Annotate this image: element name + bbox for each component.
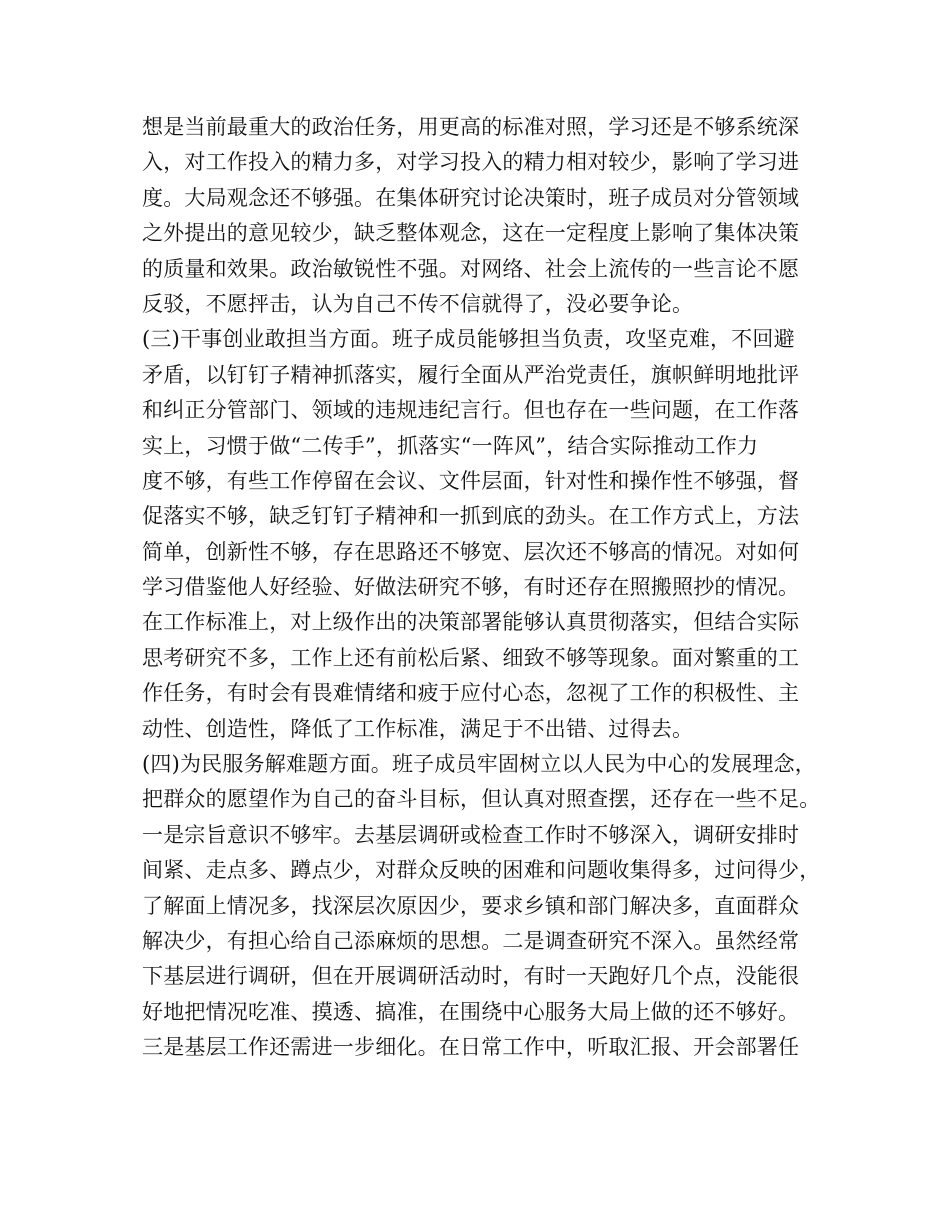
text-line: 之外提出的意见较少，缺乏整体观念，这在一定程度上影响了集体决策 bbox=[142, 221, 800, 246]
text-line: 想是当前最重大的政治任务，用更高的标准对照，学习还是不够系统深 bbox=[142, 115, 800, 139]
text-line: 入，对工作投入的精力多，对学习投入的精力相对较少，影响了学习进 bbox=[142, 150, 800, 175]
text-line: 动性、创造性，降低了工作标准，满足于不出错、过得去。 bbox=[142, 716, 694, 741]
text-line: 思考研究不多，工作上还有前松后紧、细致不够等现象。面对繁重的工 bbox=[142, 645, 800, 670]
text-line: (三)干事创业敢担当方面。班子成员能够担当负责，攻坚克难，不回避 bbox=[142, 327, 795, 352]
text-line: 在工作标准上，对上级作出的决策部署能够认真贯彻落实，但结合实际 bbox=[142, 610, 800, 635]
text-line: 促落实不够，缺乏钉钉子精神和一抓到底的劲头。在工作方式上，方法 bbox=[142, 504, 800, 529]
text-line: 一是宗旨意识不够牢。去基层调研或检查工作时不够深入，调研安排时 bbox=[142, 822, 800, 847]
text-line: 度不够，有些工作停留在会议、文件层面，针对性和操作性不够强，督 bbox=[142, 468, 800, 493]
text-line: 学习借鉴他人好经验、好做法研究不够，有时还存在照搬照抄的情况。 bbox=[142, 575, 800, 600]
text-line: 了解面上情况多，找深层次原因少，要求乡镇和部门解决多，直面群众 bbox=[142, 893, 800, 918]
body-text bbox=[142, 110, 832, 1066]
text-line: 度。大局观念还不够强。在集体研究讨论决策时，班子成员对分管领域 bbox=[142, 185, 800, 210]
text-line: 把群众的愿望作为自己的奋斗目标，但认真对照查摆，还存在一些不足。 bbox=[142, 787, 821, 812]
text-line: 的质量和效果。政治敏锐性不强。对网络、社会上流传的一些言论不愿 bbox=[142, 256, 800, 281]
text-line: 好地把情况吃准、摸透、搞准，在围绕中心服务大局上做的还不够好。 bbox=[142, 999, 800, 1024]
text-line: 简单，创新性不够，存在思路还不够宽、层次还不够高的情况。对如何 bbox=[142, 539, 800, 564]
text-line: 实上，习惯于做“二传手”，抓落实“一阵风”，结合实际推动工作力 bbox=[142, 433, 759, 458]
text-line: (四)为民服务解难题方面。班子成员牢固树立以人民为中心的发展理念， bbox=[142, 752, 816, 777]
text-line: 三是基层工作还需进一步细化。在日常工作中，听取汇报、开会部署任 bbox=[142, 1035, 800, 1060]
text-line: 和纠正分管部门、领域的违规违纪言行。但也存在一些问题，在工作落 bbox=[142, 398, 800, 423]
text-line: 下基层进行调研，但在开展调研活动时，有时一天跑好几个点，没能很 bbox=[142, 964, 800, 989]
text-line: 间紧、走点多、蹲点少，对群众反映的困难和问题收集得多，过问得少， bbox=[142, 858, 821, 883]
text-line: 反驳，不愿抨击，认为自己不传不信就得了，没必要争论。 bbox=[142, 291, 694, 316]
text-line: 作任务，有时会有畏难情绪和疲于应付心态，忽视了工作的积极性、主 bbox=[142, 681, 800, 706]
text-line: 解决少，有担心给自己添麻烦的思想。二是调查研究不深入。虽然经常 bbox=[142, 928, 800, 953]
text-line: 矛盾，以钉钉子精神抓落实，履行全面从严治党责任，旗帜鲜明地批评 bbox=[142, 362, 800, 387]
